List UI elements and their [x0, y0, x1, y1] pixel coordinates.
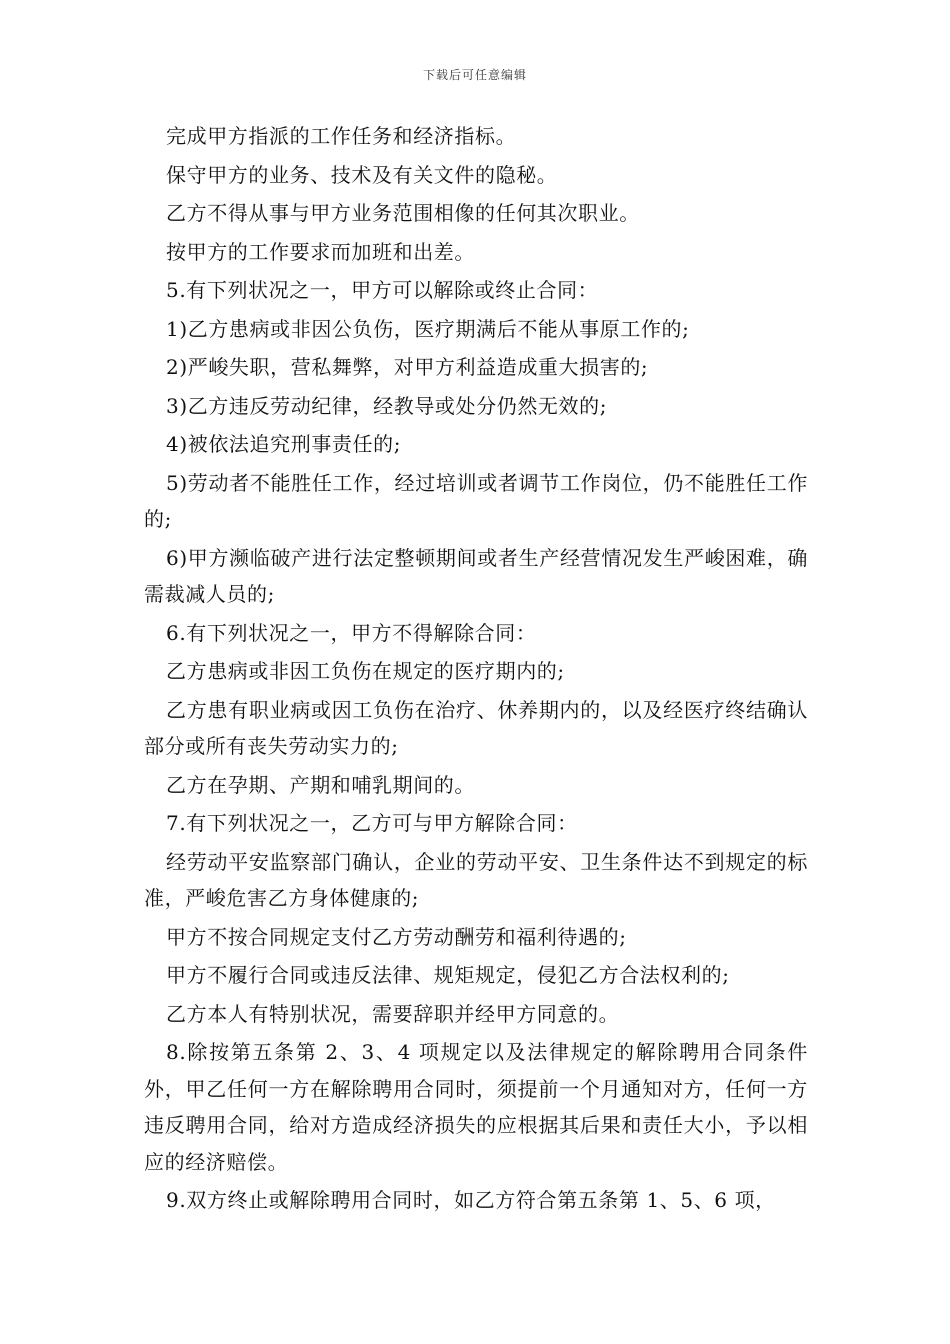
clause-7-item-3: 甲方不履行合同或违反法律、规矩规定，侵犯乙方合法权利的;: [166, 963, 730, 987]
clause-6-item-2: 乙方患有职业病或因工负伤在治疗、休养期内的，以及经医疗终结确认部分或所有丧失劳动实力的;: [144, 697, 808, 758]
clause-6-heading: 6.有下列状况之一，甲方不得解除合同：: [166, 620, 537, 645]
clause-8: 8.除按第五条第 2、3、4 项规定以及法律规定的解除聘用合同条件外，甲乙任何一方在解除聘用合同时，须提前一个月通知对方，任何一方违反聘用合同，给对方造成经济损失的应根据其后果和责任大小，予以相应的经济赔偿。: [144, 1040, 808, 1174]
clause-7-item-4: 乙方本人有特别状况，需要辞职并经甲方同意的。: [166, 1001, 620, 1026]
clause-7-item-2: 甲方不按合同规定支付乙方劳动酬劳和福利待遇的;: [166, 924, 627, 949]
clause-7-item-1: 经劳动平安监察部门确认，企业的劳动平安、卫生条件达不到规定的标准，严峻危害乙方身体健康的;: [144, 849, 808, 910]
paragraph-task: 完成甲方指派的工作任务和经济指标。: [166, 124, 517, 148]
paragraph-confidentiality: 保守甲方的业务、技术及有关文件的隐秘。: [166, 162, 558, 187]
document-body: [144, 118, 808, 1221]
clause-6-item-1: 乙方患病或非因工负伤在规定的医疗期内的;: [166, 659, 565, 683]
paragraph-overtime: 按甲方的工作要求而加班和出差。: [166, 239, 475, 264]
clause-9: 9.双方终止或解除聘用合同时，如乙方符合第五条第 1、5、6 项，: [166, 1188, 776, 1212]
clause-5-item-1: 1)乙方患病或非因公负伤，医疗期满后不能从事原工作的;: [166, 316, 690, 341]
clause-5-item-4: 4)被依法追究刑事责任的;: [166, 432, 402, 456]
clause-5-heading: 5.有下列状况之一，甲方可以解除或终止合同：: [166, 278, 599, 302]
paragraph-no-side-job: 乙方不得从事与甲方业务范围相像的任何其次职业。: [166, 201, 640, 225]
clause-5-item-6: 6)甲方濒临破产进行法定整顿期间或者生产经营情况发生严峻困难，确需裁减人员的;: [144, 545, 808, 606]
page-header: 下载后可任意编辑: [422, 68, 527, 82]
clause-7-heading: 7.有下列状况之一，乙方可与甲方解除合同：: [166, 811, 578, 835]
clause-5-item-2: 2)严峻失职，营私舞弊，对甲方利益造成重大损害的;: [166, 355, 649, 379]
clause-5-item-5: 5)劳动者不能胜任工作，经过培训或者调节工作岗位，仍不能胜任工作的;: [144, 470, 808, 531]
clause-6-item-3: 乙方在孕期、产期和哺乳期间的。: [166, 772, 475, 797]
clause-5-item-3: 3)乙方违反劳动纪律，经教导或处分仍然无效的;: [166, 393, 608, 418]
